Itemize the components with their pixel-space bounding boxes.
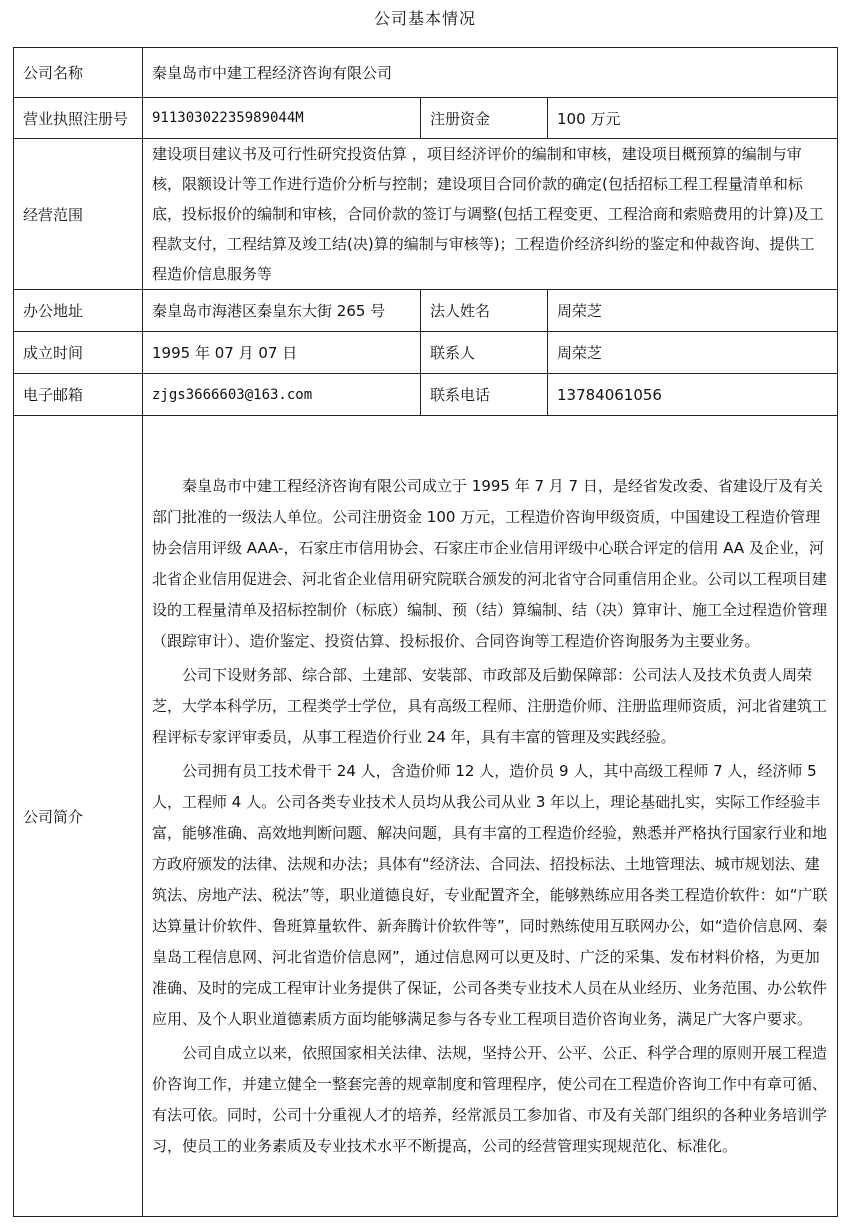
address-value: 秦皇岛市海港区秦皇东大街 265 号 (143, 290, 421, 332)
address-label: 办公地址 (14, 290, 143, 332)
company-name-value: 秦皇岛市中建工程经济咨询有限公司 (143, 48, 838, 98)
phone-value: 13784061056 (548, 374, 838, 416)
capital-value: 100 万元 (548, 98, 838, 139)
phone-label: 联系电话 (421, 374, 548, 416)
license-no-value: 91130302235989044M (143, 98, 421, 139)
email-label: 电子邮箱 (14, 374, 143, 416)
founded-value: 1995 年 07 月 07 日 (143, 332, 421, 374)
license-no-label: 营业执照注册号 (14, 98, 143, 139)
row-address (14, 290, 838, 332)
founded-label: 成立时间 (14, 332, 143, 374)
row-intro (14, 416, 838, 1217)
row-email (14, 374, 838, 416)
scope-value: 建设项目建议书及可行性研究投资估算 ，项目经济评价的编制和审核，建设项目概预算的编制与审核，限额设计等工作进行造价分析与控制；建设项目合同价款的确定(包括招标工程工程量清单和标底，投标报价的编制和审核，合同价款的签订与调整(包括工程变更、工程洽商和索赔费用的计算)及工程款支付，工程结算及竣工结(决)算的编制与审核等)；工程造价经济纠纷的鉴定和仲裁咨询、提供工程造价信息服务等 (143, 139, 838, 290)
row-scope (14, 139, 838, 290)
contact-value: 周荣芝 (548, 332, 838, 374)
legal-person-label: 法人姓名 (421, 290, 548, 332)
intro-label: 公司简介 (14, 416, 143, 1217)
contact-label: 联系人 (421, 332, 548, 374)
company-info-table (13, 47, 838, 1217)
email-value: zjgs3666603@163.com (143, 374, 421, 416)
legal-person-value: 周荣芝 (548, 290, 838, 332)
intro-paragraph: 秦皇岛市中建工程经济咨询有限公司成立于 1995 年 7 月 7 日，是经省发改委、省建设厅及有关部门批准的一级法人单位。公司注册资金 100 万元，工程造价咨询甲级资质，中国建设工程造价管理协会信用评级 AAA-，石家庄市信用协会、石家庄市企业信用评级中心联合评定的信用 AA 及企业，河北省企业信用促进会、河北省企业信用研究院联合颁发的河北省守合同重信用企业。公司以工程项目建设的工程量清单及招标控制价（标底）编制、预（结）算编制、结（决）算审计、施工全过程造价管理（跟踪审计）、造价鉴定、投资估算、投标报价、合同咨询等工程造价咨询服务为主要业务。 (152, 476, 828, 650)
page-title: 公司基本情况 (373, 9, 476, 28)
capital-label: 注册资金 (421, 98, 548, 139)
company-name-label: 公司名称 (14, 48, 143, 98)
intro-body (143, 416, 838, 1217)
row-license (14, 98, 838, 139)
scope-label: 经营范围 (14, 139, 143, 290)
intro-paragraph: 公司下设财务部、综合部、土建部、安装部、市政部及后勤保障部：公司法人及技术负责人周荣芝，大学本科学历，工程类学士学位，具有高级工程师、注册造价师、注册监理师资质，河北省建筑工程评标专家评审委员，从事工程造价行业 24 年，具有丰富的管理及实践经验。 (152, 665, 828, 746)
row-founded (14, 332, 838, 374)
intro-paragraph: 公司拥有员工技术骨干 24 人，含造价师 12 人，造价员 9 人，其中高级工程师 7 人，经济师 5 人，工程师 4 人。公司各类专业技术人员均从我公司从业 3 年以上，理论基础扎实，实际工作经验丰富，能够准确、高效地判断问题、解决问题，具有丰富的工程造价经验，熟悉并严格执行国家行业和地方政府颁发的法律、法规和办法；具体有“经济法、合同法、招投标法、土地管理法、城市规划法、建筑法、房地产法、税法”等，职业道德良好，专业配置齐全，能够熟练应用各类工程造价软件：如“广联达算量计价软件、鲁班算量软件、新奔腾计价软件等”，同时熟练使用互联网办公，如“造价信息网、秦皇岛工程信息网、河北省造价信息网”，通过信息网可以更及时、广泛的采集、发布材料价格，为更加准确、及时的完成工程审计业务提供了保证，公司各类专业技术人员在从业经历、业务范围、办公软件应用、及个人职业道德素质方面均能够满足参与各专业工程项目造价咨询业务，满足广大客户要求。 (152, 761, 828, 1028)
row-company-name (14, 48, 838, 98)
intro-paragraph: 公司自成立以来，依照国家相关法律、法规，坚持公开、公平、公正、科学合理的原则开展工程造价咨询工作，并建立健全一整套完善的规章制度和管理程序，使公司在工程造价咨询工作中有章可循、有法可依。同时，公司十分重视人才的培养，经常派员工参加省、市及有关部门组织的各种业务培训学习，使员工的业务素质及专业技术水平不断提高，公司的经营管理实现规范化、标准化。 (152, 1043, 828, 1155)
